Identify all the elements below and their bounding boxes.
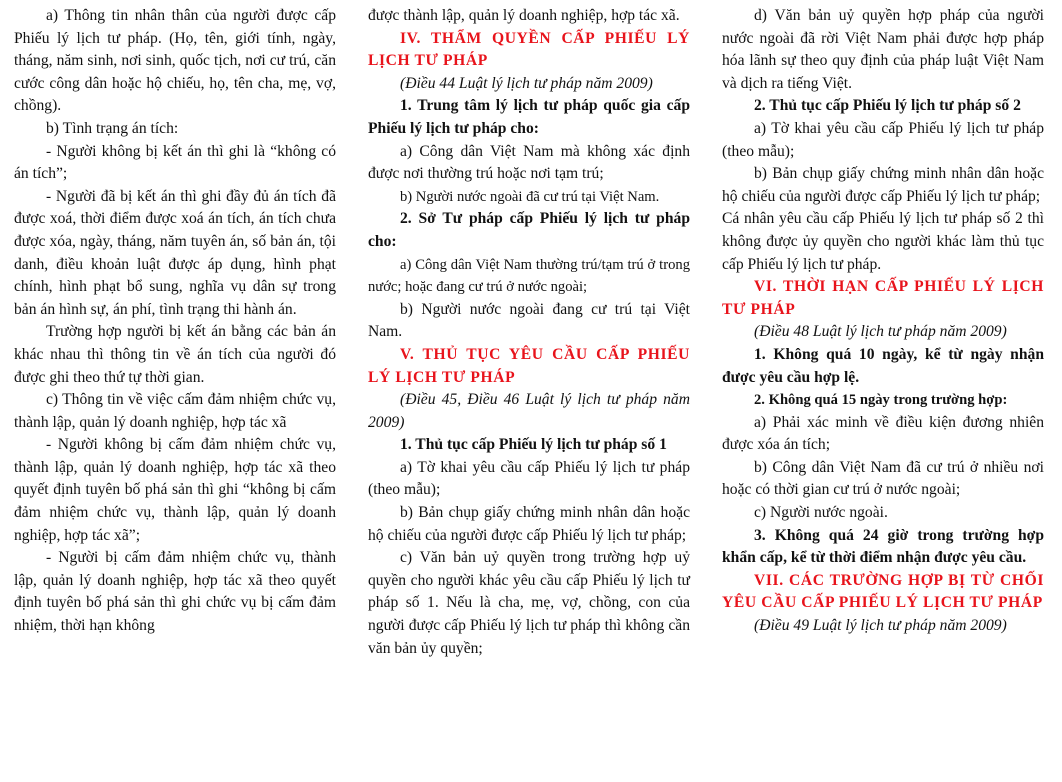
heading-section-5: V. THỦ TỤC YÊU CẦU CẤP PHIẾU LÝ LỊCH TƯ PHÁP (368, 345, 690, 386)
procedure-2-note: Cá nhân yêu cầu cấp Phiếu lý lịch tư pháp số 2 thì không được ủy quyền cho người khác làm thủ tục cấp Phiếu lý lịch tư pháp. (722, 210, 1044, 273)
item-2a: a) Công dân Việt Nam thường trú/tạm trú ở trong nước; hoặc đang cư trú ở nước ngoài; (368, 256, 690, 296)
column-3 (722, 5, 1044, 638)
heading-section-6: VI. THỜI HẠN CẤP PHIẾU LÝ LỊCH TƯ PHÁP (722, 278, 1044, 318)
reference-section-6: (Điều 48 Luật lý lịch tư pháp năm 2009) (754, 323, 1007, 341)
paragraph-banned: - Người bị cấm đảm nhiệm chức vụ, thành lập, quản lý doanh nghiệp, hợp tác xã theo quyết định tuyên bố phá sản thì ghi chức vụ bị cấm đảm nhiệm, thời hạn không (14, 549, 336, 635)
procedure-1-heading: 1. Thủ tục cấp Phiếu lý lịch tư pháp số 1 (400, 436, 667, 454)
column-1 (14, 5, 336, 638)
procedure-2-heading: 2. Thủ tục cấp Phiếu lý lịch tư pháp số 2 (754, 97, 1021, 115)
paragraph-ban-info: c) Thông tin về việc cấm đảm nhiệm chức vụ, thành lập, quản lý doanh nghiệp, hợp tác xã (14, 391, 336, 431)
procedure-1d: d) Văn bản uỷ quyền hợp pháp của người nước ngoài đã rời Việt Nam phải được hợp pháp hóa lãnh sự theo quy định của pháp luật Việt Nam và dịch ra tiếng Việt. (722, 7, 1044, 92)
item-national-center: 1. Trung tâm lý lịch tư pháp quốc gia cấp Phiếu lý lịch tư pháp cho: (368, 97, 690, 137)
procedure-1c: c) Văn bản uỷ quyền trong trường hợp uỷ quyền cho người khác yêu cầu cấp Phiếu lý lịch tư pháp số 1. Nếu là cha, mẹ, vợ, chồng, con của người được cấp Phiếu lý lịch tư pháp thì không cần văn bản ủy quyền; (368, 549, 690, 657)
deadline-1: 1. Không quá 10 ngày, kể từ ngày nhận được yêu cầu hợp lệ. (722, 345, 1044, 386)
deadline-2a: a) Phải xác minh về điều kiện đương nhiên được xóa án tích; (722, 413, 1044, 454)
deadline-2: 2. Không quá 15 ngày trong trường hợp: (754, 392, 1008, 409)
item-1b: b) Người nước ngoài đã cư trú tại Việt Nam. (400, 188, 660, 205)
paragraph-criminal-status: b) Tình trạng án tích: (46, 119, 179, 137)
procedure-2a: a) Tờ khai yêu cầu cấp Phiếu lý lịch tư pháp (theo mẫu); (722, 119, 1044, 160)
paragraph-multiple-sentences: Trường hợp người bị kết án bằng các bản án khác nhau thì thông tin về án tích của người đó được ghi theo thứ tự thời gian. (14, 323, 336, 386)
paragraph-convicted: - Người đã bị kết án thì ghi đầy đủ án tích đã được xoá, thời điểm được xoá án tích, án tích chưa được xóa, ngày, tháng, năm tuyên án, số bản án, tội danh, điều khoản luật được áp dụng, hình phạt chính, hình phạt bổ sung, nghĩa vụ dân sự trong bản án hình sự, án phí, tình trạng thi hành án. (14, 187, 336, 318)
paragraph-no-conviction: - Người không bị kết án thì ghi là “không có án tích”; (14, 142, 336, 183)
heading-section-7: VII. CÁC TRƯỜNG HỢP BỊ TỪ CHỐI YÊU CẦU CẤP PHIẾU LÝ LỊCH TƯ PHÁP (722, 571, 1044, 612)
column-2 (368, 5, 690, 660)
paragraph-not-banned: - Người không bị cấm đảm nhiệm chức vụ, thành lập, quản lý doanh nghiệp, hợp tác xã theo quyết định tuyên bố phá sản thì ghi “không bị cấm đảm nhiệm chức vụ, thành lập, quản lý doanh nghiệp, hợp tác xã”; (14, 436, 336, 544)
deadline-2c: c) Người nước ngoài. (754, 504, 888, 522)
paragraph-continuation: được thành lập, quản lý doanh nghiệp, hợp tác xã. (368, 7, 680, 24)
procedure-1b: b) Bản chụp giấy chứng minh nhân dân hoặc hộ chiếu của người được cấp Phiếu lý lịch tư pháp; (368, 504, 690, 544)
procedure-1a: a) Tờ khai yêu cầu cấp Phiếu lý lịch tư pháp (theo mẫu); (368, 458, 690, 499)
reference-section-4: (Điều 44 Luật lý lịch tư pháp năm 2009) (400, 74, 653, 92)
heading-section-4: IV. THẨM QUYỀN CẤP PHIẾU LÝ LỊCH TƯ PHÁP (368, 29, 690, 70)
reference-section-5: (Điều 45, Điều 46 Luật lý lịch tư pháp năm 2009) (368, 391, 690, 431)
paragraph-personal-info: a) Thông tin nhân thân của người được cấp Phiếu lý lịch tư pháp. (Họ, tên, giới tính, ngày, tháng, năm sinh, nơi sinh, quốc tịch, nơi cư trú, căn cước công dân hoặc hộ chiếu, họ, tên cha, mẹ, vợ, chồng). (14, 7, 336, 115)
item-justice-department: 2. Sở Tư pháp cấp Phiếu lý lịch tư pháp cho: (368, 210, 690, 250)
reference-section-7: (Điều 49 Luật lý lịch tư pháp năm 2009) (754, 617, 1007, 635)
deadline-3: 3. Không quá 24 giờ trong trường hợp khẩn cấp, kể từ thời điểm nhận được yêu cầu. (722, 526, 1044, 567)
deadline-2b: b) Công dân Việt Nam đã cư trú ở nhiều nơi hoặc có thời gian cư trú ở nước ngoài; (722, 458, 1044, 499)
procedure-2b: b) Bản chụp giấy chứng minh nhân dân hoặc hộ chiếu của người được cấp Phiếu lý lịch tư pháp; (722, 165, 1044, 205)
item-2b: b) Người nước ngoài đang cư trú tại Việt Nam. (368, 300, 690, 341)
item-1a: a) Công dân Việt Nam mà không xác định được nơi thường trú hoặc nơi tạm trú; (368, 142, 690, 183)
